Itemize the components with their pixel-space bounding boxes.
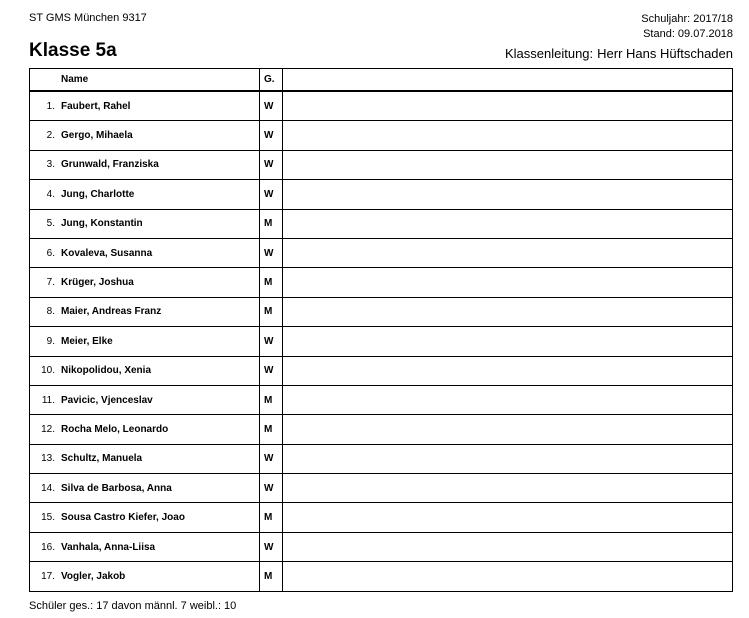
student-name: Sousa Castro Kiefer, Joao [57, 503, 260, 532]
blank-cell [283, 562, 733, 591]
table-row [30, 327, 733, 356]
blank-cell [283, 444, 733, 473]
student-gender: M [260, 562, 283, 591]
row-number: 15. [30, 503, 58, 532]
student-name: Vanhala, Anna-Liisa [57, 532, 260, 561]
student-gender: M [260, 415, 283, 444]
row-number: 6. [30, 238, 58, 267]
row-number: 3. [30, 150, 58, 179]
blank-cell [283, 268, 733, 297]
blank-cell [283, 532, 733, 561]
table-row [30, 297, 733, 326]
student-gender: W [260, 91, 283, 121]
table-row [30, 91, 733, 121]
student-gender: W [260, 150, 283, 179]
row-number: 4. [30, 180, 58, 209]
student-name: Meier, Elke [57, 327, 260, 356]
row-number: 7. [30, 268, 58, 297]
blank-cell [283, 503, 733, 532]
student-gender: W [260, 327, 283, 356]
row-number: 13. [30, 444, 58, 473]
table-row [30, 150, 733, 179]
blank-cell [283, 356, 733, 385]
blank-cell [283, 91, 733, 121]
blank-cell [283, 121, 733, 150]
row-number: 11. [30, 385, 58, 414]
blank-cell [283, 385, 733, 414]
student-name: Nikopolidou, Xenia [57, 356, 260, 385]
blank-cell [283, 180, 733, 209]
student-gender: W [260, 444, 283, 473]
student-gender: M [260, 297, 283, 326]
summary-line: Schüler ges.: 17 davon männl. 7 weibl.: 10 [29, 600, 237, 612]
col-header-name: Name [57, 69, 260, 92]
blank-cell [283, 297, 733, 326]
student-table-wrap [29, 68, 733, 592]
student-table [29, 68, 733, 592]
student-gender: M [260, 268, 283, 297]
student-gender: W [260, 238, 283, 267]
table-row [30, 238, 733, 267]
row-number: 17. [30, 562, 58, 591]
student-gender: W [260, 474, 283, 503]
student-name: Pavicic, Vjenceslav [57, 385, 260, 414]
table-row [30, 562, 733, 591]
blank-cell [283, 209, 733, 238]
row-number: 8. [30, 297, 58, 326]
student-gender: W [260, 121, 283, 150]
table-row [30, 444, 733, 473]
student-name: Maier, Andreas Franz [57, 297, 260, 326]
student-gender: M [260, 209, 283, 238]
student-gender: M [260, 503, 283, 532]
class-teacher-name: Herr Hans Hüftschaden [597, 46, 733, 61]
student-gender: W [260, 532, 283, 561]
col-header-number [30, 69, 58, 92]
status-date: Stand: 09.07.2018 [643, 28, 733, 40]
student-name: Kovaleva, Susanna [57, 238, 260, 267]
page-title: Klasse 5a [29, 40, 117, 61]
student-name: Jung, Charlotte [57, 180, 260, 209]
student-name: Schultz, Manuela [57, 444, 260, 473]
student-gender: W [260, 356, 283, 385]
student-name: Krüger, Joshua [57, 268, 260, 297]
row-number: 2. [30, 121, 58, 150]
blank-cell [283, 238, 733, 267]
row-number: 16. [30, 532, 58, 561]
meta-block [641, 12, 733, 42]
student-gender: M [260, 385, 283, 414]
school-name: ST GMS München 9317 [29, 12, 147, 24]
blank-cell [283, 150, 733, 179]
student-name: Faubert, Rahel [57, 91, 260, 121]
row-number: 9. [30, 327, 58, 356]
student-name: Gergo, Mihaela [57, 121, 260, 150]
table-row [30, 121, 733, 150]
table-row [30, 503, 733, 532]
student-name: Jung, Konstantin [57, 209, 260, 238]
table-row [30, 356, 733, 385]
row-number: 14. [30, 474, 58, 503]
class-teacher-label: Klassenleitung: [504, 46, 594, 61]
school-year: Schuljahr: 2017/18 [641, 13, 733, 25]
student-name: Silva de Barbosa, Anna [57, 474, 260, 503]
row-number: 10. [30, 356, 58, 385]
student-name: Vogler, Jakob [57, 562, 260, 591]
row-number: 12. [30, 415, 58, 444]
table-row [30, 268, 733, 297]
row-number: 5. [30, 209, 58, 238]
student-name: Grunwald, Franziska [57, 150, 260, 179]
table-row [30, 209, 733, 238]
table-row [30, 385, 733, 414]
col-header-blank [283, 69, 733, 92]
blank-cell [283, 474, 733, 503]
table-row [30, 474, 733, 503]
table-row [30, 532, 733, 561]
table-row [30, 415, 733, 444]
class-teacher [501, 46, 733, 61]
table-header-row [30, 69, 733, 92]
student-gender: W [260, 180, 283, 209]
student-name: Rocha Melo, Leonardo [57, 415, 260, 444]
row-number: 1. [30, 91, 58, 121]
blank-cell [283, 415, 733, 444]
col-header-gender: G. [260, 69, 283, 92]
blank-cell [283, 327, 733, 356]
table-row [30, 180, 733, 209]
